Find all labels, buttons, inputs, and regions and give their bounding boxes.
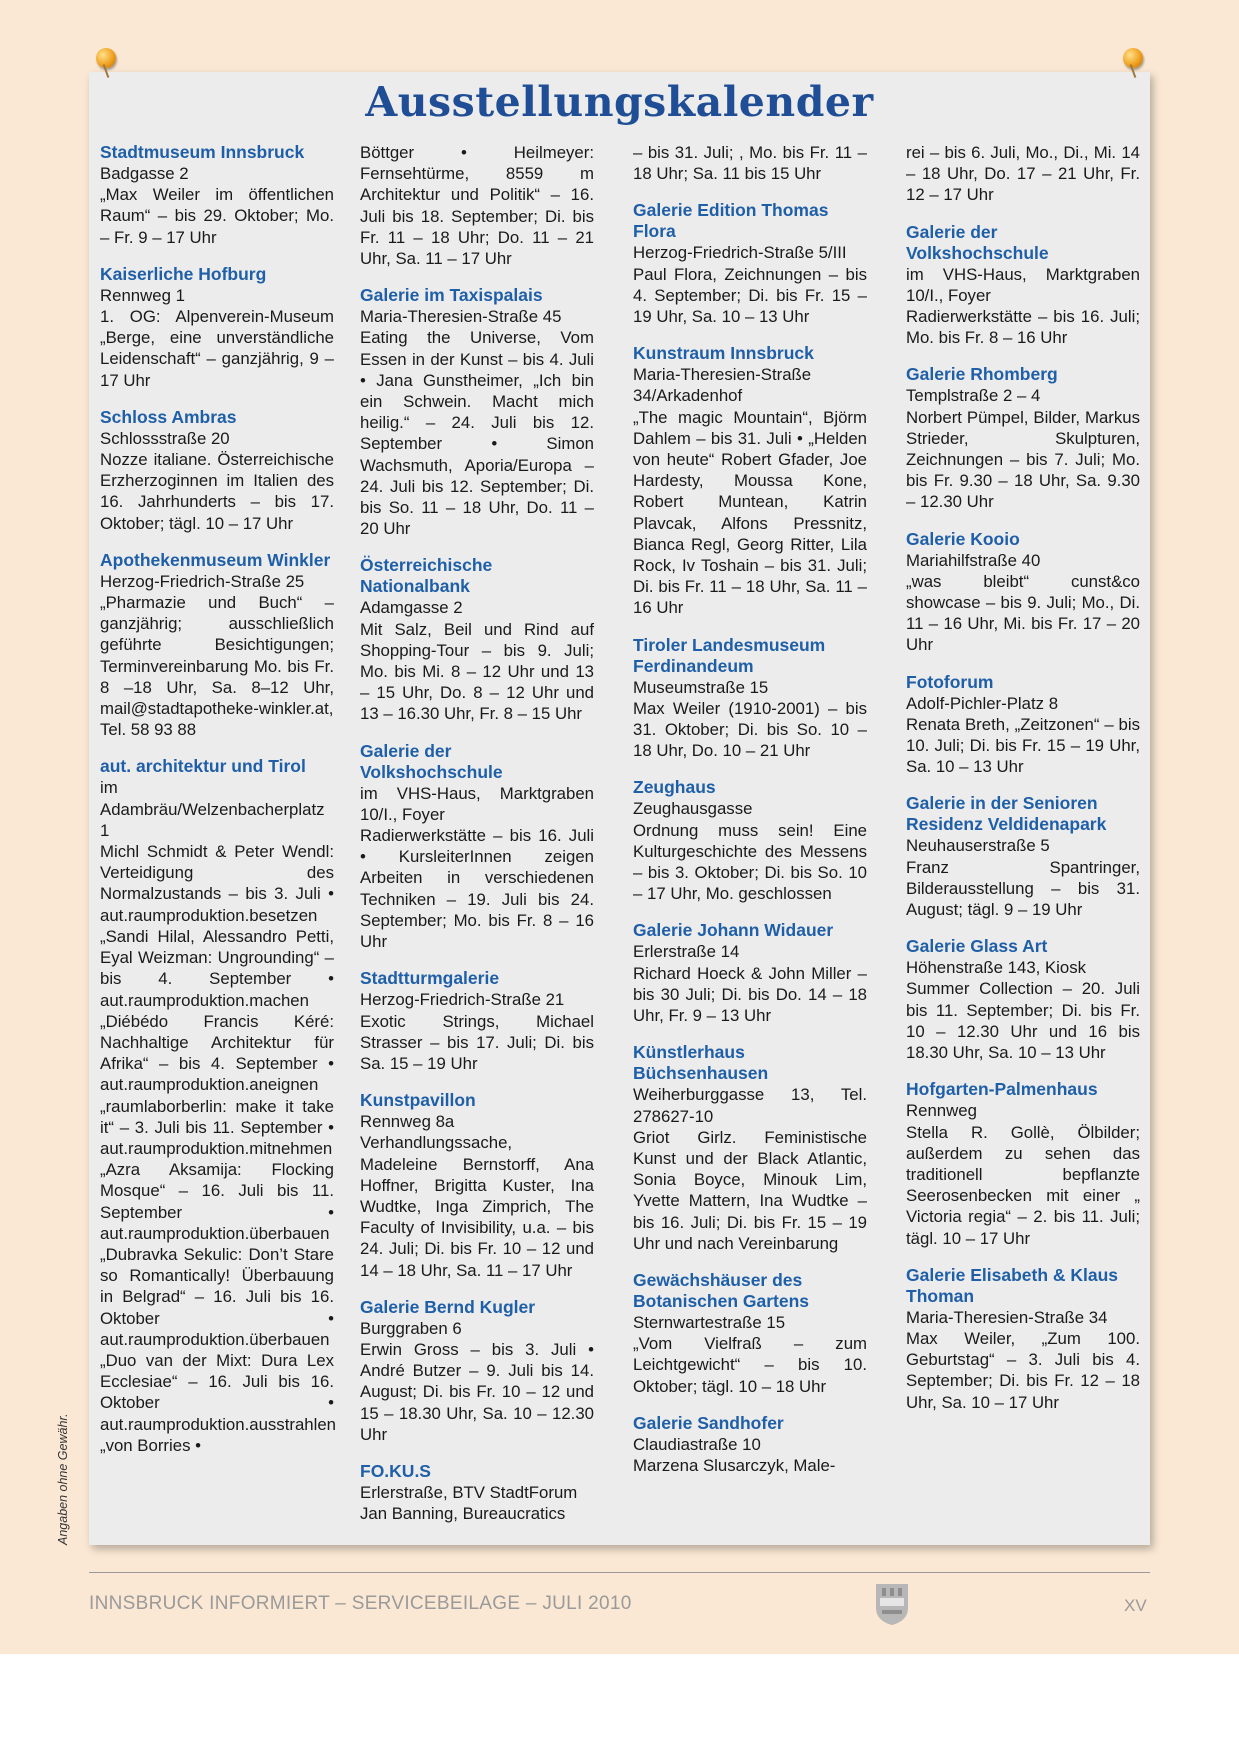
list-item xyxy=(906,364,1140,512)
venue-name: Galerie Rhomberg xyxy=(906,364,1058,385)
page-title: Ausstellungskalender xyxy=(365,78,874,126)
venue-details: Herzog-Friedrich-Straße 21 Exotic Strings, Michael Strasser – bis 17. Juli; Di. bis Sa. 15 – 19 Uhr xyxy=(360,990,594,1073)
venue-name: FO.KU.S xyxy=(360,1460,431,1481)
venue-details: Claudiastraße 10 Marzena Slusarczyk, Male- xyxy=(633,1434,836,1475)
list-item xyxy=(633,343,867,618)
list-item xyxy=(100,756,337,1456)
venue-details: Maria-Theresien-Straße 45 Eating the Universe, Vom Essen in der Kunst – bis 4. Juli • Jana Gunstheimer, „Ich bin ein Schwein. Macht mich heilig.“ – 24. Juli bis 12. September • Simon Wachsmuth, Aporia/Europa – 24. Juli bis 12. September; Di. bis So. 11 – 18 Uhr, Do. 11 – 20 Uhr xyxy=(360,307,594,539)
continued-text: rei – bis 6. Juli, Mo., Di., Mi. 14 – 18 Uhr, Do. 17 – 21 Uhr, Fr. 12 – 17 Uhr xyxy=(906,143,1140,205)
list-item xyxy=(100,142,334,248)
footer-divider xyxy=(89,1572,1150,1573)
list-item xyxy=(906,793,1140,920)
venue-name: Schloss Ambras xyxy=(100,406,237,427)
venue-details: Maria-Theresien-Straße 34/Arkadenhof „The magic Mountain“, Björm Dahlem – bis 31. Juli • „Helden von heute“ Robert Gfader, Joe Hardesty, Moussa Kone, Robert Muntean, Katrin Plavcak, Alfons Pressnitz, Bianca Regl, Georg Ritter, Lila Rock, Iv Toshain – bis 31. Juli; Di. bis Fr. 11 – 18 Uhr, Sa. 11 – 16 Uhr xyxy=(633,365,867,618)
venue-details: im VHS-Haus, Marktgraben 10/I., Foyer Radierwerkstätte – bis 16. Juli; Mo. bis Fr. 8 – 16 Uhr xyxy=(906,264,1140,348)
column-2 xyxy=(360,142,594,1540)
list-item xyxy=(633,200,867,327)
list-item xyxy=(360,1461,594,1524)
venue-name: Galerie Bernd Kugler xyxy=(360,1296,536,1317)
venue-details: Schlossstraße 20 Nozze italiane. Österreichische Erzherzoginnen im Italien des 16. Jahrhunderts – bis 17. Oktober; tägl. 10 – 17 Uhr xyxy=(100,428,334,533)
list-item xyxy=(633,1042,867,1254)
list-item xyxy=(100,264,334,391)
venue-details: Zeughausgasse Ordnung muss sein! Eine Kulturgeschichte des Messens – bis 3. Oktober; Di. bis So. 10 – 17 Uhr, Mo. geschlossen xyxy=(633,799,867,904)
list-item xyxy=(906,1265,1140,1413)
list-item xyxy=(100,550,334,741)
venue-details: Templstraße 2 – 4 Norbert Pümpel, Bilder, Markus Strieder, Skulpturen, Zeichnungen – bis 7. Juli; Mo. bis Fr. 9.30 – 18 Uhr, Sa. 9.30 – 12.30 Uhr xyxy=(906,386,1140,512)
venue-name: Stadtturmgalerie xyxy=(360,968,500,989)
list-item xyxy=(360,1297,594,1445)
venue-name: Kunstpavillon xyxy=(360,1090,476,1111)
venue-details: Höhenstraße 143, Kiosk Summer Collection – 20. Juli bis 11. September; Di. bis Fr. 10 – 12.30 Uhr und 16 bis 18.30 Uhr, Sa. 10 – 13 Uhr xyxy=(906,958,1140,1063)
list-item xyxy=(906,1079,1140,1248)
venue-name: Galerie Johann Widauer xyxy=(633,920,834,941)
continued-text: – bis 31. Juli; , Mo. bis Fr. 11 – 18 Uhr; Sa. 11 bis 15 Uhr xyxy=(633,143,867,184)
column-4 xyxy=(906,142,1140,1429)
venue-name: Galerie der Volkshochschule xyxy=(906,221,1049,263)
list-item xyxy=(633,1270,867,1397)
list-item xyxy=(633,777,867,904)
venue-details: Neuhauserstraße 5 Franz Spantringer, Bilderausstellung – bis 31. August; tägl. 9 – 19 Uhr xyxy=(906,836,1140,920)
venue-name: Galerie Edition Thomas Flora xyxy=(633,200,829,242)
list-item xyxy=(100,407,334,534)
list-item xyxy=(360,555,594,724)
venue-details: Burggraben 6 Erwin Gross – bis 3. Juli • André Butzer – 9. Juli bis 14. August; Di. bis Fr. 10 – 12 und 15 – 18.30 Uhr, Sa. 10 – 12.30 Uhr xyxy=(360,1318,594,1444)
venue-details: Rennweg 8a Verhandlungssache, Madeleine Bernstorff, Ana Hoffner, Brigitta Kuster, Ina Wudtke, Inga Zimprich, The Faculty of Invisibility, u.a. – bis 24. Juli; Di. bis Fr. 10 – 12 und 14 – 18 Uhr, Sa. 11 – 17 Uhr xyxy=(360,1112,594,1280)
city-crest-icon xyxy=(874,1582,910,1626)
venue-details: Rennweg Stella R. Gollè, Ölbilder; außerdem zu sehen das traditionell bepflanzte Seerosenbecken mit einer „ Victoria regia“ – 2. bis 11. Juli; tägl. 10 – 17 Uhr xyxy=(906,1101,1140,1248)
list-item xyxy=(633,920,867,1026)
venue-details: im Adambräu/Welzenbacherplatz 1 Michl Schmidt & Peter Wendl: Verteidigung des Normalzustands – bis 3. Juli • aut.raumproduktion.besetzen „Sandi Hilal, Alessandro Petti, Eyal Weizman: Ungrounding“ – bis 4. September • aut.raumproduktion.machen „Diébédo Francis Kéré: Nachhaltige Architektur für Afrika“ – bis 4. September • aut.raumproduktion.aneignen „raumlaborberlin: make it take it“ – 3. Juli bis 11. September • aut.raumproduktion.mitnehmen „Azra Aksamija: Flocking Mosque“ – 16. Juli bis 11. September • aut.raumproduktion.überbauen „Dubravka Sekulic: Don’t Stare so Romantically! Überbauung in Belgrad“ – 16. Juli bis 16. Oktober • aut.raumproduktion.überbauen „Duo van der Mixt: Dura Lex Ecclesiae“ – 16. Juli bis 16. Oktober • aut.raumproduktion.ausstrahlen „von Borries • xyxy=(100,778,337,1455)
pushpin-icon xyxy=(1123,48,1143,68)
footer-text: INNSBRUCK INFORMIERT – SERVICEBEILAGE – JULI 2010 xyxy=(89,1593,632,1614)
venue-details: Sternwartestraße 15 „Vom Vielfraß – zum Leichtgewicht“ – bis 10. Oktober; tägl. 10 – 18 Uhr xyxy=(633,1312,867,1396)
venue-name: Zeughaus xyxy=(633,777,716,798)
list-item xyxy=(906,936,1140,1063)
venue-name: Kunstraum Innsbruck xyxy=(633,343,814,364)
venue-details: Erlerstraße, BTV StadtForum Jan Banning, Bureaucratics xyxy=(360,1482,578,1524)
venue-details: Museumstraße 15 Max Weiler (1910-2001) – bis 31. Oktober; Di. bis So. 10 – 18 Uhr, Do. 10 – 21 Uhr xyxy=(633,677,867,761)
venue-name: Tiroler Landesmuseum Ferdinandeum xyxy=(633,634,826,676)
venue-name: Galerie im Taxispalais xyxy=(360,285,543,306)
venue-details: Mariahilfstraße 40 „was bleibt“ cunst&co showcase – bis 9. Juli; Mo., Di. 11 – 16 Uhr, Mi. bis Fr. 17 – 20 Uhr xyxy=(906,550,1140,655)
venue-name: Galerie Sandhofer xyxy=(633,1412,784,1433)
venue-details: Herzog-Friedrich-Straße 25 „Pharmazie und Buch“ – ganzjährig; ausschließlich geführte Besichtigungen; Terminvereinbarung Mo. bis Fr. 8 –18 Uhr, Sa. 8–12 Uhr, mail@stadtapotheke-winkler.at, Tel. 58 93 88 xyxy=(100,571,334,740)
list-item xyxy=(360,968,594,1074)
column-1 xyxy=(100,142,337,1472)
venue-name: Österreichische Nationalbank xyxy=(360,555,493,597)
venue-name: Galerie Glass Art xyxy=(906,936,1048,957)
venue-details: im VHS-Haus, Marktgraben 10/I., Foyer Radierwerkstätte – bis 16. Juli • KursleiterInnen zeigen Arbeiten in verschiedenen Techniken – 19. Juli bis 24. September; Mo. bis Fr. 8 – 16 Uhr xyxy=(360,783,594,952)
pushpin-icon xyxy=(96,48,116,68)
venue-name: aut. architektur und Tirol xyxy=(100,756,306,777)
venue-name: Fotoforum xyxy=(906,671,994,692)
venue-name: Galerie der Volkshochschule xyxy=(360,740,503,782)
continued-text: Böttger • Heilmeyer: Fernsehtürme, 8559 m Architektur und Politik“ – 16. Juli bis 18. September; Di. bis Fr. 11 – 18 Uhr; Do. 11 – 21 Uhr, Sa. 11 – 17 Uhr xyxy=(360,143,594,269)
venue-name: Stadtmuseum Innsbruck xyxy=(100,142,305,162)
venue-details: Weiherburggasse 13, Tel. 278627-10 Griot Girlz. Feministische Kunst und der Black Atlantic, Sonia Boyce, Minouk Lim, Yvette Mattern, Ina Wudtke – bis 16. Juli; Di. bis Fr. 15 – 19 Uhr und nach Vereinbarung xyxy=(633,1085,867,1253)
venue-details: Adolf-Pichler-Platz 8 Renata Breth, „Zeitzonen“ – bis 10. Juli; Di. bis Fr. 15 – 19 Uhr, Sa. 10 – 13 Uhr xyxy=(906,693,1140,777)
venue-details: Erlerstraße 14 Richard Hoeck & John Miller – bis 30 Juli; Di. bis Do. 14 – 18 Uhr, Fr. 9 – 13 Uhr xyxy=(633,942,867,1026)
list-item xyxy=(633,1413,867,1476)
venue-name: Galerie Kooio xyxy=(906,528,1020,549)
venue-details: Herzog-Friedrich-Straße 5/III Paul Flora, Zeichnungen – bis 4. September; Di. bis Fr. 15 – 19 Uhr, Sa. 10 – 13 Uhr xyxy=(633,243,867,327)
venue-details: Badgasse 2 „Max Weiler im öffentlichen Raum“ – bis 29. Oktober; Mo. – Fr. 9 – 17 Uhr xyxy=(100,164,334,247)
list-item xyxy=(906,672,1140,778)
page-number: XV xyxy=(1124,1596,1147,1615)
venue-name: Galerie Elisabeth & Klaus Thoman xyxy=(906,1264,1119,1306)
list-item xyxy=(360,741,594,953)
list-item xyxy=(360,285,594,539)
venue-name: Hofgarten-Palmenhaus xyxy=(906,1079,1098,1100)
venue-name: Galerie in der Senioren Residenz Veldidenapark xyxy=(906,793,1107,835)
venue-name: Apothekenmuseum Winkler xyxy=(100,549,331,570)
venue-name: Künstlerhaus Büchsenhausen xyxy=(633,1042,769,1084)
list-item xyxy=(906,529,1140,656)
venue-name: Kaiserliche Hofburg xyxy=(100,263,267,284)
disclaimer-note: Angaben ohne Gewähr. xyxy=(56,1413,70,1545)
venue-details: Maria-Theresien-Straße 34 Max Weiler, „Zum 100. Geburtstag“ – 3. Juli bis 4. September; Di. bis Fr. 12 – 18 Uhr, Sa. 10 – 17 Uhr xyxy=(906,1307,1140,1412)
venue-details: Adamgasse 2 Mit Salz, Beil und Rind auf Shopping-Tour – bis 9. Juli; Mo. bis Mi. 8 – 12 Uhr und 13 – 15 Uhr, Do. 8 – 12 Uhr und 13 – 16.30 Uhr, Fr. 8 – 15 Uhr xyxy=(360,598,594,724)
column-3 xyxy=(633,142,867,1492)
list-item xyxy=(906,222,1140,349)
venue-name: Gewächshäuser des Botanischen Gartens xyxy=(633,1269,810,1311)
list-item xyxy=(633,635,867,762)
list-item xyxy=(360,1090,594,1281)
venue-details: Rennweg 1 1. OG: Alpenverein-Museum „Berge, eine unverständliche Leidenschaft“ – ganzjährig, 9 – 17 Uhr xyxy=(100,285,334,390)
